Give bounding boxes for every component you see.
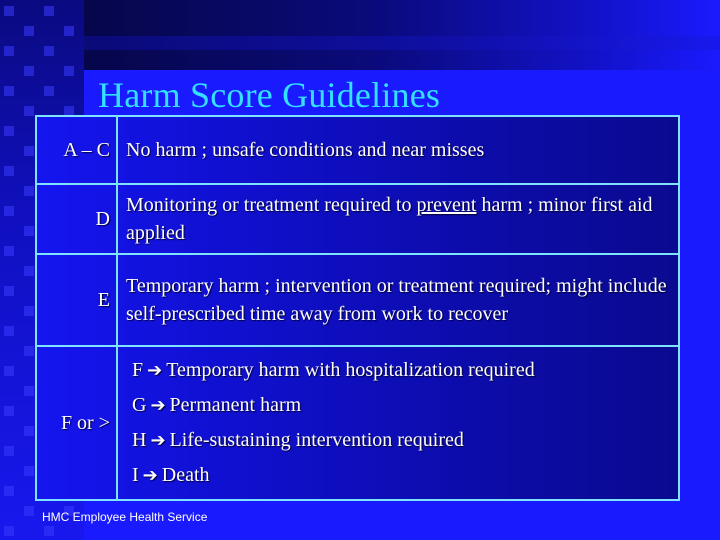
severity-letter: H bbox=[132, 429, 147, 451]
checker-square bbox=[4, 246, 14, 256]
severity-letter: G bbox=[132, 394, 147, 416]
severity-text: Death bbox=[161, 464, 210, 486]
checker-square bbox=[4, 206, 14, 216]
description-part: Monitoring or treatment required to bbox=[126, 194, 417, 216]
list-item bbox=[126, 388, 670, 423]
checker-square bbox=[4, 86, 14, 96]
checker-square bbox=[44, 86, 54, 96]
checker-square bbox=[24, 106, 34, 116]
table-row bbox=[36, 346, 679, 500]
checker-square bbox=[44, 526, 54, 536]
checker-square bbox=[44, 6, 54, 16]
right-arrow-icon: ➔ bbox=[147, 360, 163, 381]
checker-square bbox=[24, 506, 34, 516]
checker-square bbox=[4, 126, 14, 136]
checker-square bbox=[24, 346, 34, 356]
harm-code: D bbox=[36, 184, 117, 254]
checker-square bbox=[44, 46, 54, 56]
checker-square bbox=[4, 46, 14, 56]
harm-code: E bbox=[36, 254, 117, 346]
checker-square bbox=[4, 6, 14, 16]
slide-title: Harm Score Guidelines bbox=[98, 75, 441, 115]
top-stripe bbox=[84, 36, 720, 50]
checker-square bbox=[4, 326, 14, 336]
table-row bbox=[36, 184, 679, 254]
checker-square bbox=[4, 166, 14, 176]
checker-square bbox=[24, 26, 34, 36]
severity-text: Life-sustaining intervention required bbox=[169, 429, 464, 451]
description-part: harm ; minor first aid applied bbox=[126, 194, 653, 244]
checker-square bbox=[24, 426, 34, 436]
checker-square bbox=[24, 306, 34, 316]
checker-square bbox=[24, 466, 34, 476]
harm-description: No harm ; unsafe conditions and near misses bbox=[117, 116, 679, 184]
harm-description: Temporary harm ; intervention or treatment required; might include self-prescribed time away from work to recover bbox=[117, 254, 679, 346]
harm-code: F or > bbox=[36, 346, 117, 500]
list-item bbox=[126, 458, 670, 493]
table-row bbox=[36, 116, 679, 184]
table-row bbox=[36, 254, 679, 346]
right-arrow-icon: ➔ bbox=[150, 430, 166, 451]
checker-square bbox=[4, 406, 14, 416]
checker-square bbox=[24, 66, 34, 76]
harm-score-table bbox=[35, 115, 680, 501]
checker-square bbox=[24, 226, 34, 236]
severity-letter: I bbox=[132, 464, 139, 486]
severity-text: Temporary harm with hospitalization required bbox=[166, 359, 535, 381]
checker-square bbox=[64, 26, 74, 36]
checker-square bbox=[64, 66, 74, 76]
checker-square bbox=[24, 146, 34, 156]
checker-square bbox=[4, 446, 14, 456]
slide-footer: HMC Employee Health Service bbox=[42, 510, 208, 524]
checker-square bbox=[4, 526, 14, 536]
checker-square bbox=[4, 286, 14, 296]
harm-description-list bbox=[117, 346, 679, 500]
right-arrow-icon: ➔ bbox=[142, 465, 158, 486]
list-item bbox=[126, 423, 670, 458]
list-item bbox=[126, 353, 670, 388]
severity-text: Permanent harm bbox=[169, 394, 302, 416]
severity-letter: F bbox=[132, 359, 144, 381]
right-arrow-icon: ➔ bbox=[150, 395, 166, 416]
underlined-word: prevent bbox=[416, 194, 477, 216]
checker-square bbox=[24, 186, 34, 196]
harm-description bbox=[117, 184, 679, 254]
checker-square bbox=[24, 386, 34, 396]
top-gradient-band bbox=[84, 0, 720, 70]
harm-code: A – C bbox=[36, 116, 117, 184]
checker-square bbox=[4, 366, 14, 376]
checker-square bbox=[24, 266, 34, 276]
checker-square bbox=[4, 486, 14, 496]
